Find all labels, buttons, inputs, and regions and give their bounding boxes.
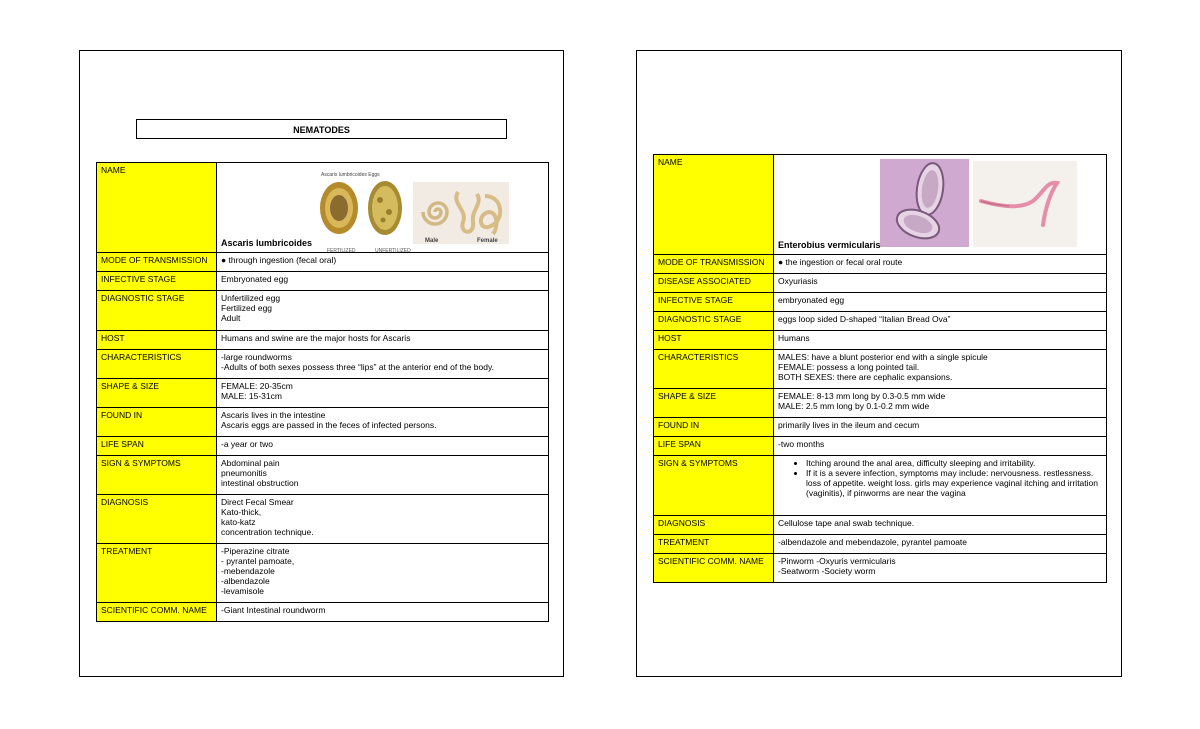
row-label: DIAGNOSIS xyxy=(97,495,217,544)
row-label: TREATMENT xyxy=(654,535,774,554)
ascaris-table xyxy=(96,162,549,622)
row-value xyxy=(774,456,1107,516)
row-value: MALES: have a blunt posterior end with a single spicule FEMALE: possess a long pointed tail. BOTH SEXES: there are cephalic expansions. xyxy=(778,352,988,382)
row-label: TREATMENT xyxy=(97,544,217,603)
symptom-list xyxy=(778,458,1102,498)
enterobius-table xyxy=(653,154,1107,583)
row-value: Humans xyxy=(774,331,1107,350)
name-label: NAME xyxy=(654,155,774,255)
row-label: SIGN & SYMPTOMS xyxy=(654,456,774,516)
row-label: CHARACTERISTICS xyxy=(97,350,217,379)
row-label: DIAGNOSTIC STAGE xyxy=(654,312,774,331)
ascaris-adult-worms-image xyxy=(413,182,509,244)
row-value: Direct Fecal Smear Kato-thick, kato-katz concentration technique. xyxy=(221,497,314,537)
row-value: -Pinworm -Oxyuris vermicularis -Seatworm -Society worm xyxy=(778,556,896,576)
row-value: Abdominal pain pneumonitis intestinal obstruction xyxy=(221,458,299,488)
row-label: DIAGNOSIS xyxy=(654,516,774,535)
row-value: ● through ingestion (fecal oral) xyxy=(217,253,549,272)
page-left xyxy=(79,50,564,677)
row-value: -two months xyxy=(774,437,1107,456)
row-label: INFECTIVE STAGE xyxy=(97,272,217,291)
row-value: Unfertilized egg Fertilized egg Adult xyxy=(221,293,281,323)
image-caption-title: Ascaris lumbricoides Eggs xyxy=(321,172,380,178)
row-value: -Giant Intestinal roundworm xyxy=(217,603,549,622)
row-value: -Piperazine citrate - pyrantel pamoate, -mebendazole -albendazole -levamisole xyxy=(221,546,295,596)
row-value: FEMALE: 8-13 mm long by 0.3-0.5 mm wide MALE: 2.5 mm long by 0.1-0.2 mm wide xyxy=(778,391,946,411)
egg-caption-fertilized: FERTILIZED xyxy=(327,248,356,254)
enterobius-egg-image xyxy=(880,159,969,247)
species-name: Ascaris lumbricoides xyxy=(221,238,313,248)
row-label: SCIENTIFIC COMM. NAME xyxy=(654,554,774,583)
row-label: FOUND IN xyxy=(654,418,774,437)
species-name: Enterobius vermicularis xyxy=(778,240,881,250)
list-item: • If it is a severe infection, symptoms may include: nervousness. restlessness. loss of appetite. weight loss. girls may experience vaginal itching and irritation (vaginitis), if pinworms are near the vagina xyxy=(806,468,1102,498)
name-value xyxy=(774,155,1107,255)
row-label: SHAPE & SIZE xyxy=(97,379,217,408)
row-label: SCIENTIFIC COMM. NAME xyxy=(97,603,217,622)
worm-caption-female: Female xyxy=(477,238,498,244)
row-label: INFECTIVE STAGE xyxy=(654,293,774,312)
row-value: -albendazole and mebendazole, pyrantel pamoate xyxy=(774,535,1107,554)
row-label: MODE OF TRANSMISSION xyxy=(654,255,774,274)
row-label: CHARACTERISTICS xyxy=(654,350,774,389)
worm-caption-male: Male xyxy=(425,238,439,244)
row-label: FOUND IN xyxy=(97,408,217,437)
row-label: DIAGNOSTIC STAGE xyxy=(97,291,217,331)
egg-caption-unfertilized: UNFERTILIZED xyxy=(375,248,411,254)
row-value: Humans and swine are the major hosts for Ascaris xyxy=(217,331,549,350)
row-value: Oxyuriasis xyxy=(774,274,1107,293)
row-label: SHAPE & SIZE xyxy=(654,389,774,418)
row-label: LIFE SPAN xyxy=(97,437,217,456)
row-label: HOST xyxy=(654,331,774,350)
row-value: embryonated egg xyxy=(774,293,1107,312)
name-value xyxy=(217,163,549,253)
row-value: -large roundworms -Adults of both sexes possess three “lips” at the anterior end of the body. xyxy=(221,352,494,372)
row-label: LIFE SPAN xyxy=(654,437,774,456)
row-value: -a year or two xyxy=(217,437,549,456)
row-label: HOST xyxy=(97,331,217,350)
row-value: Cellulose tape anal swab technique. xyxy=(774,516,1107,535)
ascaris-egg-images xyxy=(317,178,407,244)
row-value: Ascaris lives in the intestine Ascaris eggs are passed in the feces of infected persons. xyxy=(221,410,437,430)
row-label: SIGN & SYMPTOMS xyxy=(97,456,217,495)
row-label: MODE OF TRANSMISSION xyxy=(97,253,217,272)
name-label: NAME xyxy=(97,163,217,253)
row-value: Embryonated egg xyxy=(217,272,549,291)
row-value: FEMALE: 20-35cm MALE: 15-31cm xyxy=(221,381,293,401)
page-right xyxy=(636,50,1122,677)
row-value: ● the ingestion or fecal oral route xyxy=(774,255,1107,274)
section-heading: NEMATODES xyxy=(136,119,507,139)
row-label: DISEASE ASSOCIATED xyxy=(654,274,774,293)
list-item: • Itching around the anal area, difficulty sleeping and irritability. xyxy=(806,458,1102,468)
row-value: primarily lives in the ileum and cecum xyxy=(774,418,1107,437)
enterobius-adult-worm-image xyxy=(973,161,1077,247)
row-value: eggs loop sided D-shaped “Italian Bread Ova” xyxy=(774,312,1107,331)
